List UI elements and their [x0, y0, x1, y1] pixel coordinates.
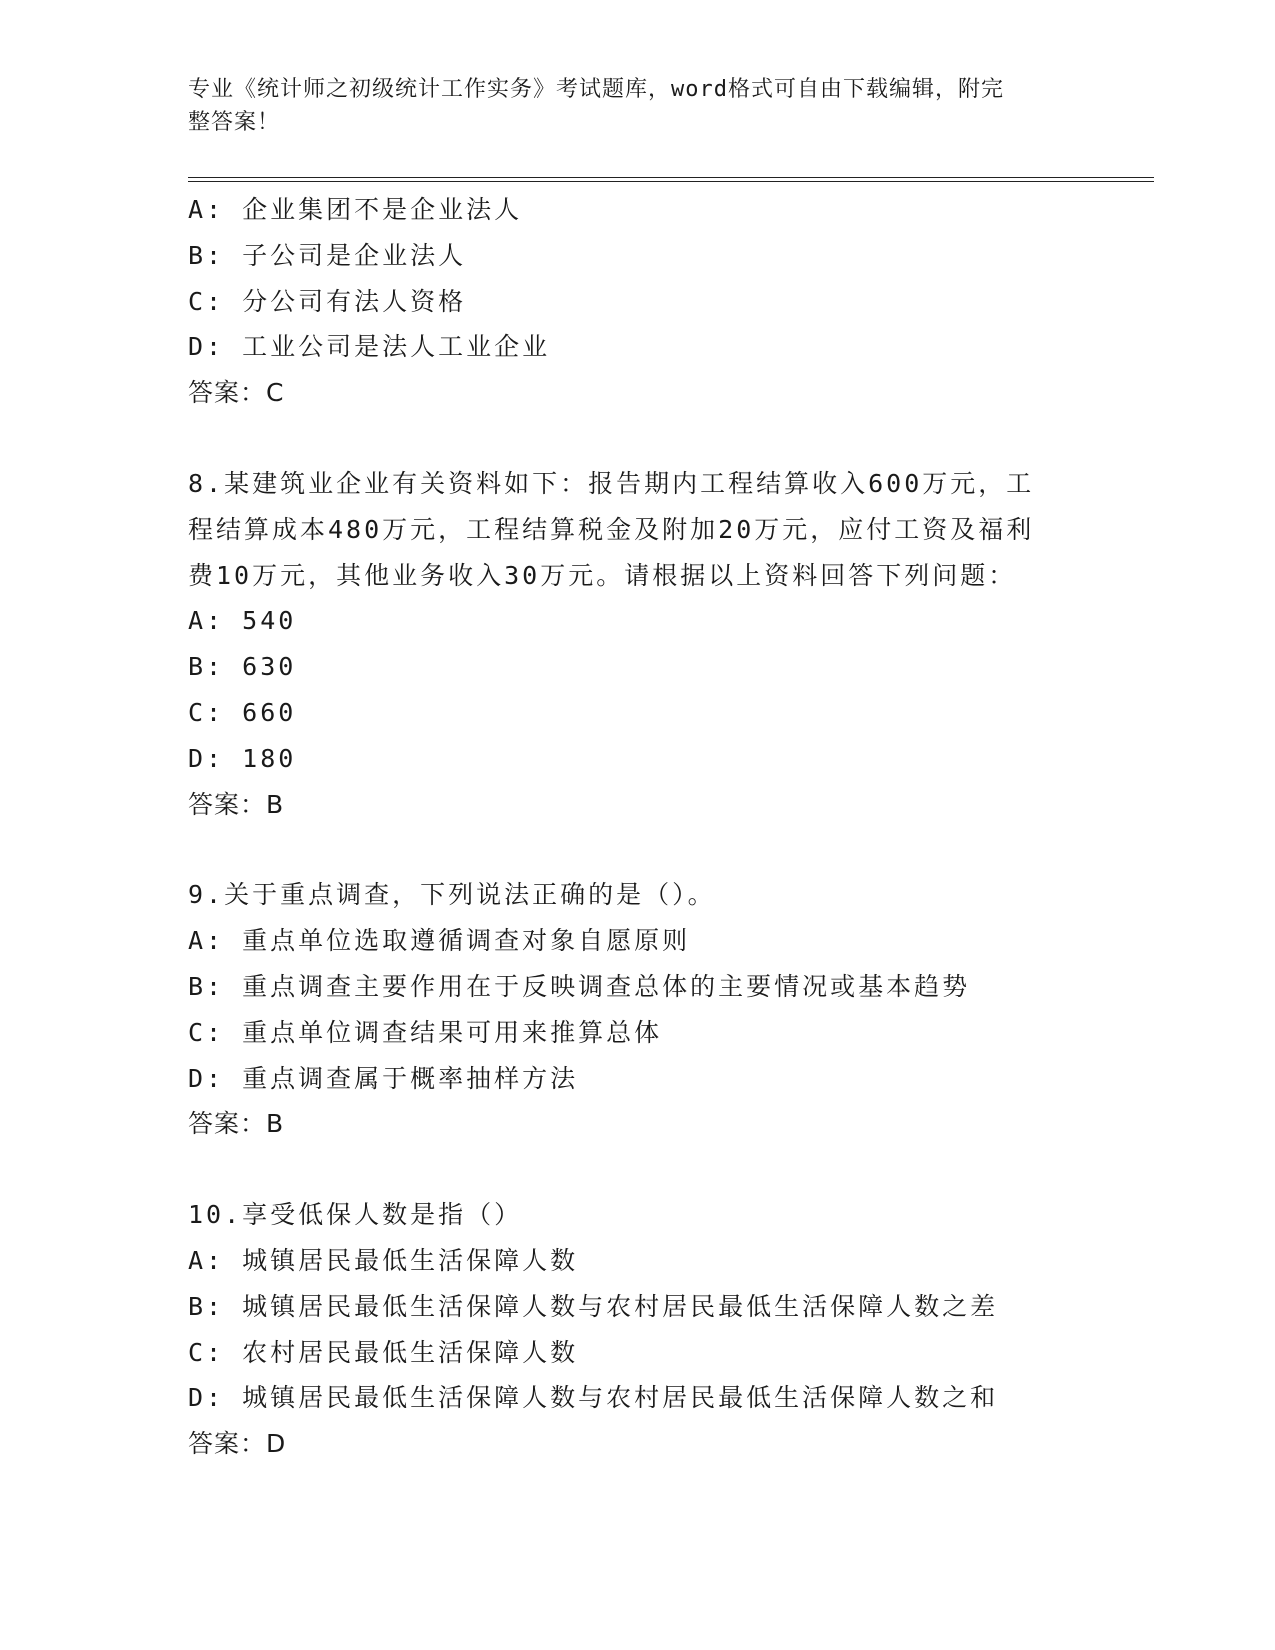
question-stem: 10.享受低保人数是指（） [188, 1200, 523, 1230]
option-c: C: 660 [188, 697, 297, 727]
question-stem-line-3: 费10万元，其他业务收入30万元。请根据以上资料回答下列问题： [188, 560, 1017, 590]
option-b: B: 城镇居民最低生活保障人数与农村居民最低生活保障人数之差 [188, 1291, 999, 1321]
question-spacer [188, 416, 1088, 461]
answer-line: 答案：C [188, 378, 285, 408]
header-line-1: 专业《统计师之初级统计工作实务》考试题库，word格式可自由下载编辑，附完 [188, 77, 1004, 102]
answer-line: 答案：B [188, 789, 285, 819]
option-a: A: 重点单位选取遵循调查对象自愿原则 [188, 926, 691, 956]
question-spacer [188, 827, 1088, 872]
option-c: C: 重点单位调查结果可用来推算总体 [188, 1017, 663, 1047]
answer-line: 答案：D [188, 1429, 287, 1459]
document-header [188, 73, 1088, 139]
option-a: A: 城镇居民最低生活保障人数 [188, 1245, 579, 1275]
option-b: B: 重点调查主要作用在于反映调查总体的主要情况或基本趋势 [188, 971, 971, 1001]
question-8 [188, 461, 1088, 827]
question-9 [188, 872, 1088, 1147]
question-10 [188, 1192, 1088, 1467]
answer-line: 答案：B [188, 1109, 285, 1139]
option-d: D: 重点调查属于概率抽样方法 [188, 1063, 579, 1093]
question-stem: 9.关于重点调查，下列说法正确的是（）。 [188, 880, 716, 910]
question-7 [188, 187, 1088, 416]
option-b: B: 子公司是企业法人 [188, 240, 467, 270]
header-double-rule [188, 177, 1154, 182]
question-spacer [188, 1147, 1088, 1192]
question-list [188, 187, 1088, 1467]
option-b: B: 630 [188, 652, 297, 682]
question-stem-line-1: 8.某建筑业企业有关资料如下：报告期内工程结算收入600万元，工 [188, 468, 1035, 498]
question-stem-line-2: 程结算成本480万元，工程结算税金及附加20万元，应付工资及福利 [188, 514, 1035, 544]
option-a: A: 540 [188, 606, 297, 636]
option-a: A: 企业集团不是企业法人 [188, 195, 523, 224]
option-c: C: 农村居民最低生活保障人数 [188, 1337, 579, 1367]
option-d: D: 城镇居民最低生活保障人数与农村居民最低生活保障人数之和 [188, 1383, 999, 1413]
option-d: D: 180 [188, 743, 297, 773]
option-c: C: 分公司有法人资格 [188, 286, 467, 316]
option-d: D: 工业公司是法人工业企业 [188, 332, 551, 362]
header-line-2: 整答案！ [188, 110, 281, 135]
